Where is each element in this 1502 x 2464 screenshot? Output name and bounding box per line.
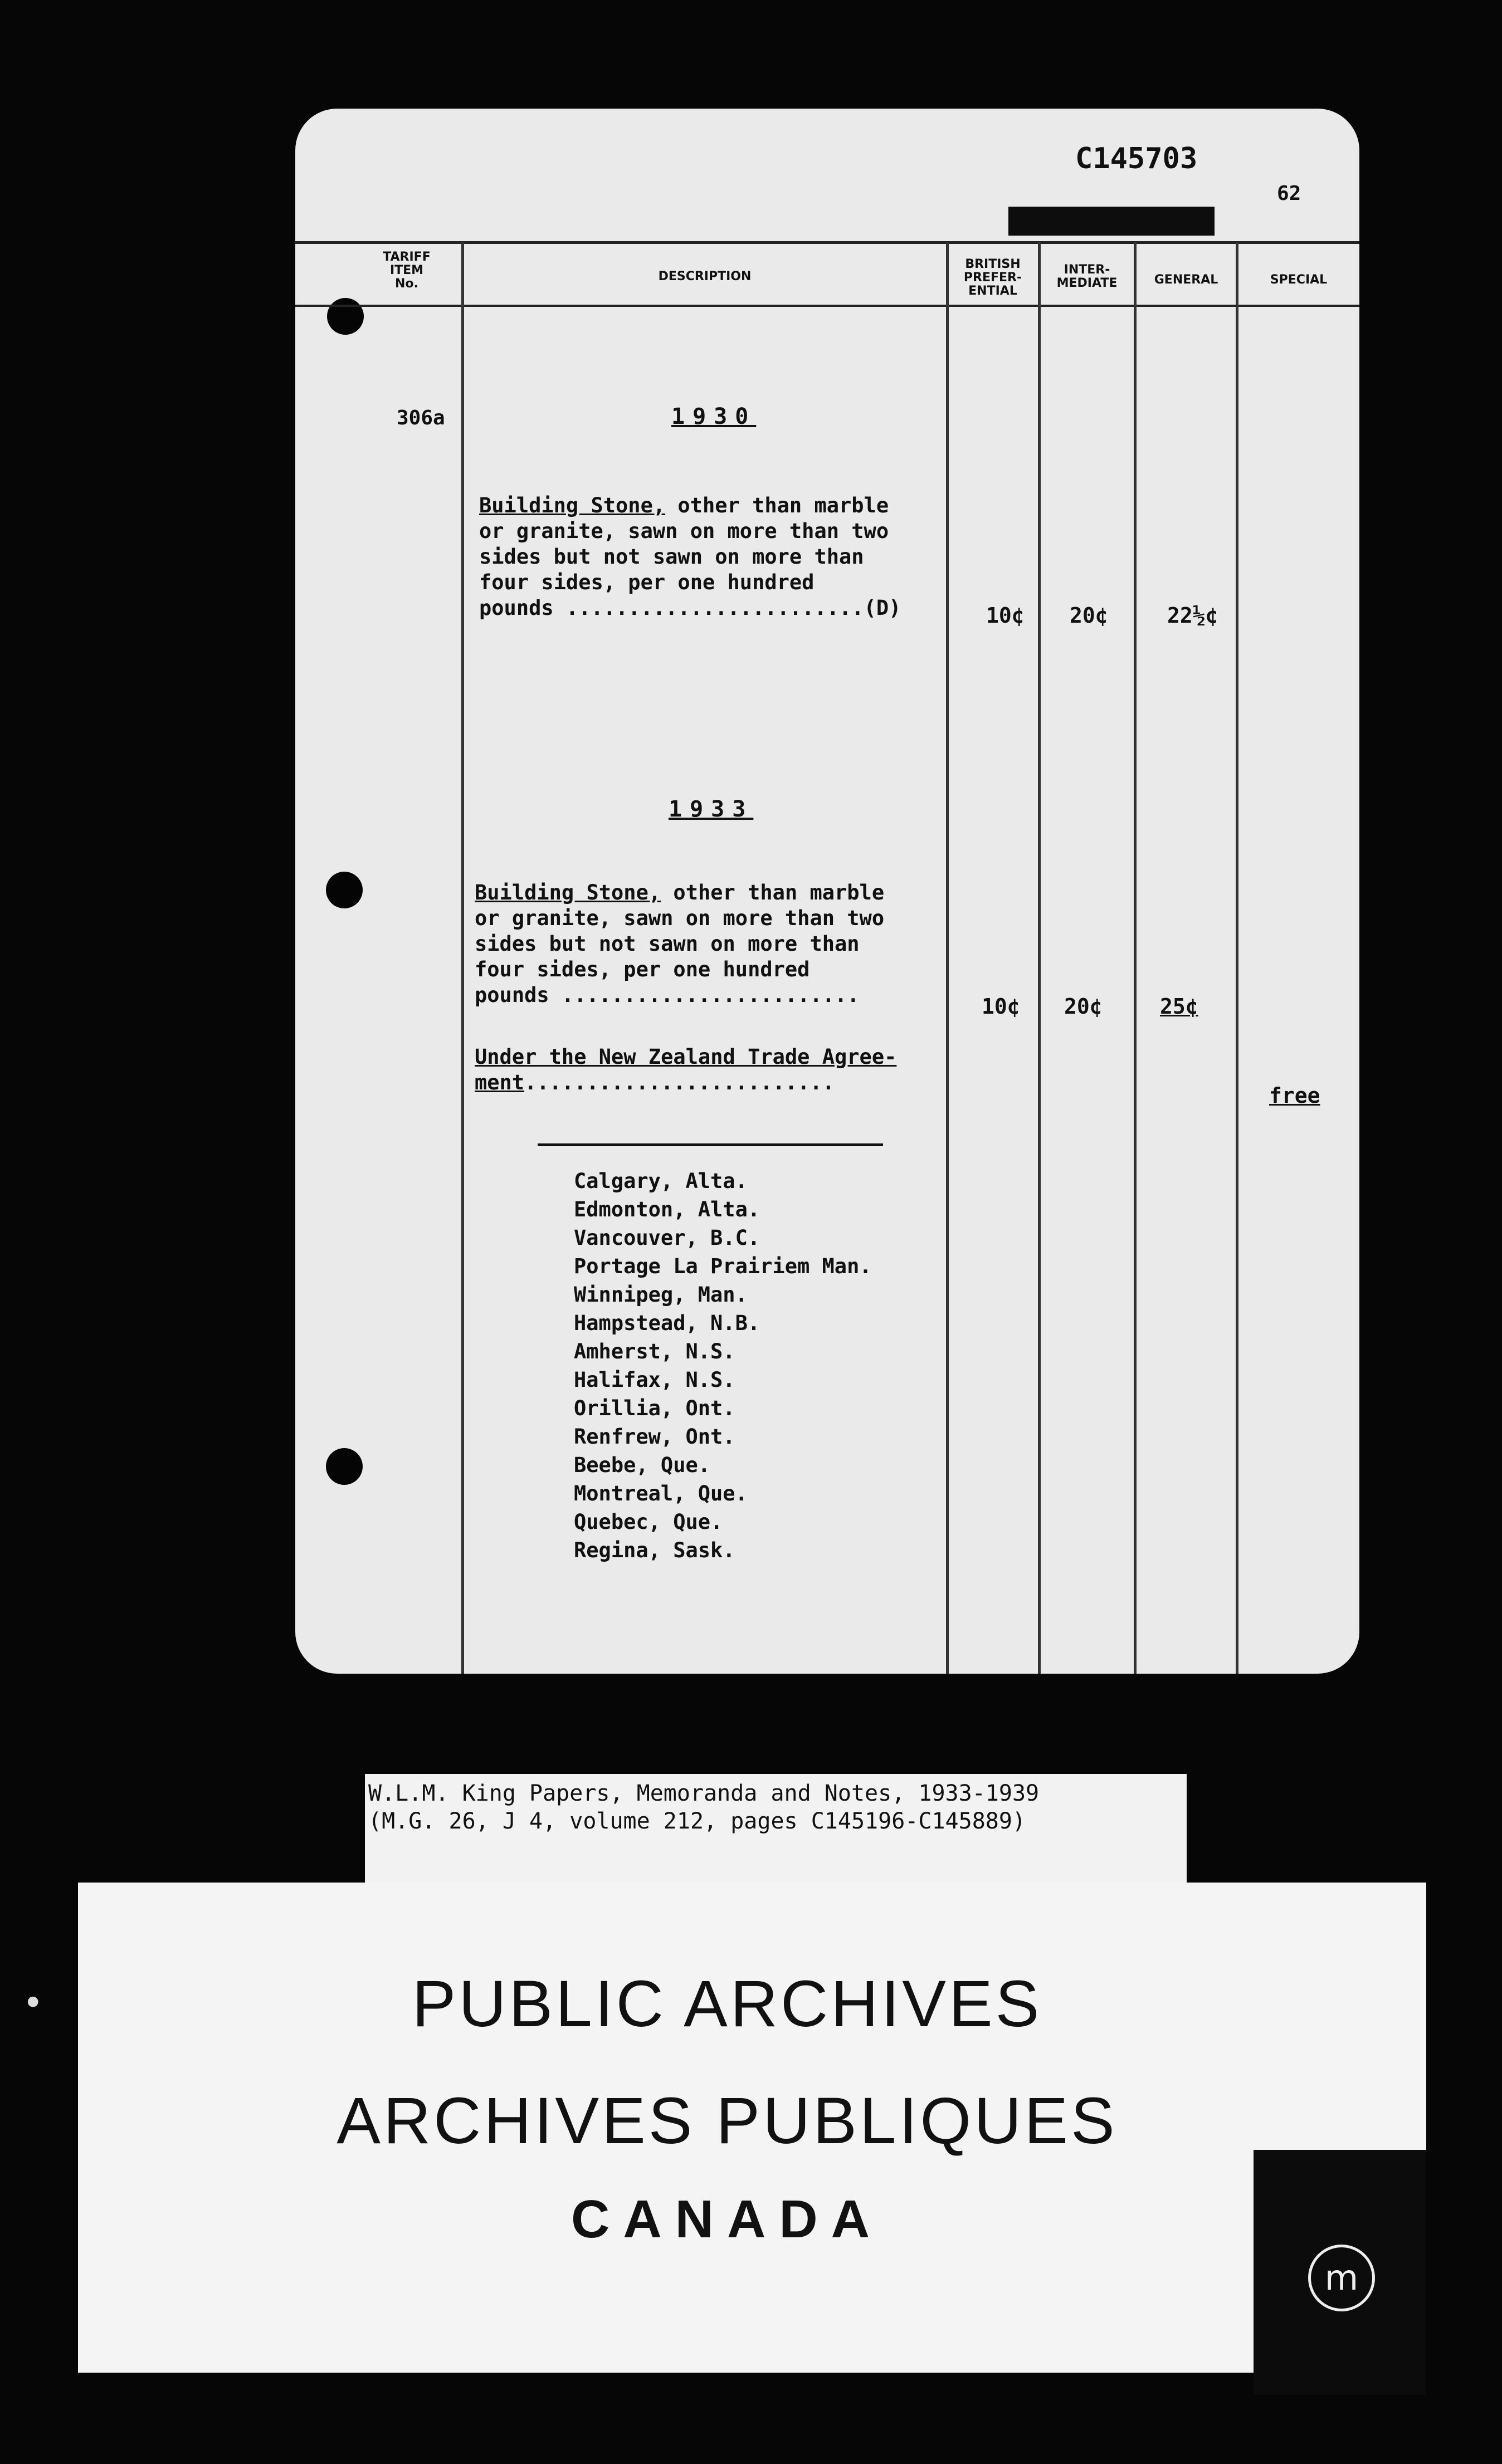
header-tariff-item: TARIFF ITEM No. [383,250,431,291]
header-intermediate: INTER- MEDIATE [1056,263,1118,290]
list-item: Amherst, N.S. [574,1339,735,1363]
list-item: Regina, Sask. [574,1538,735,1562]
list-item: Winnipeg, Man. [574,1283,748,1307]
clip-mark-icon: • [22,1983,44,2024]
archives-title-english: PUBLIC ARCHIVES [412,1967,1042,2041]
punch-hole [326,872,363,908]
description-1933: Building Stone, other than marble or granite, sawn on more than two sides but not sawn on more than four sides, per one hundred pounds ........................ [475,881,885,1007]
header-bottom-rule [295,305,1359,307]
section-divider-rule [538,1143,883,1146]
header-general: GENERAL [1154,273,1218,287]
list-item: Portage La Prairiem Man. [574,1254,872,1278]
trade-agreement-note: Under the New Zealand Trade Agree- ment......................... [475,1045,897,1094]
column-divider [461,242,464,1674]
rate-general-1930: 22½¢ [1167,603,1218,628]
header-description: DESCRIPTION [658,270,752,283]
rate-intermediate-1930: 20¢ [1070,603,1108,628]
column-divider [1038,242,1041,1674]
punch-hole [327,298,364,335]
rate-general-1933: 25¢ [1160,994,1198,1019]
list-item: Vancouver, B.C. [574,1226,760,1250]
punch-hole [326,1448,363,1485]
list-item: Beebe, Que. [574,1453,711,1477]
list-item: Renfrew, Ont. [574,1425,735,1449]
year-heading-1933: 1933 [669,796,754,822]
document-reference: C145703 [1075,142,1198,175]
column-divider [1236,242,1238,1674]
list-item: Montreal, Que. [574,1482,748,1505]
citation-label [365,1774,1187,1885]
list-item: Hampstead, N.B. [574,1311,760,1335]
archives-title-french: ARCHIVES PUBLIQUES [337,2084,1118,2158]
list-item: Edmonton, Alta. [574,1197,760,1221]
archives-card [78,1883,1426,2373]
tariff-item-number: 306a [397,407,445,429]
city-list [574,1167,872,1565]
tariff-sheet [295,109,1359,1674]
header-special: SPECIAL [1270,273,1328,287]
description-1930: Building Stone, other than marble or granite, sawn on more than two sides but not sawn on more than four sides, per one hundred pounds ........................(D) [479,493,901,620]
list-item: Calgary, Alta. [574,1169,748,1193]
rate-special-1933: free [1269,1083,1320,1108]
rate-british-1930: 10¢ [986,603,1025,628]
header-top-rule [295,241,1359,244]
rate-british-1933: 10¢ [982,994,1020,1019]
header-british-preferential: BRITISH PREFER- ENTIAL [963,257,1022,298]
column-divider [1134,242,1137,1674]
list-item: Halifax, N.S. [574,1368,735,1392]
archives-logo-panel [1254,2150,1426,2395]
year-heading-1930: 1930 [671,404,757,429]
page-number: 62 [1277,182,1301,205]
item-heading: Building Stone, [475,881,661,905]
citation-line-1: W.L.M. King Papers, Memoranda and Notes, 1933-1939 [368,1781,1040,1806]
archives-logo-icon: m [1308,2245,1375,2311]
rate-intermediate-1933: 20¢ [1064,994,1103,1019]
archives-country: CANADA [571,2189,883,2249]
list-item: Quebec, Que. [574,1510,723,1534]
list-item: Orillia, Ont. [574,1396,735,1420]
item-heading: Building Stone, [479,493,666,517]
redaction-bar [1008,207,1215,236]
citation-line-2: (M.G. 26, J 4, volume 212, pages C145196-C145889) [368,1808,1026,1834]
